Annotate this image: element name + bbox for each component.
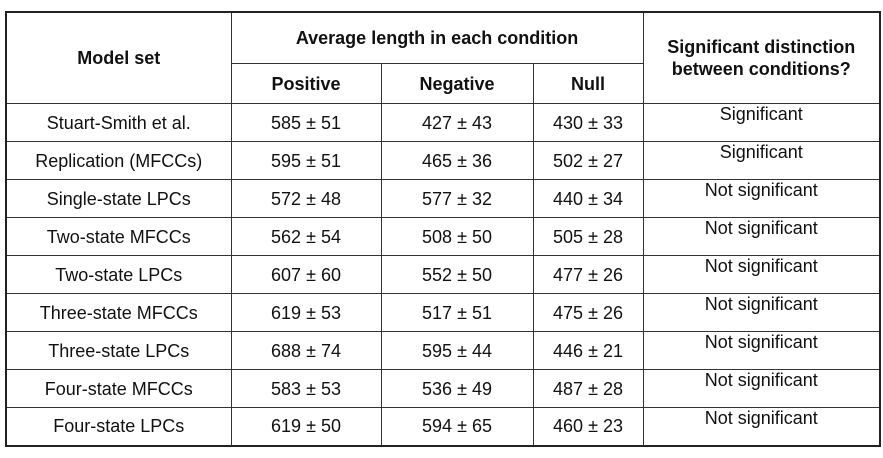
header-significance: [643, 12, 880, 104]
header-model-set: Model set: [6, 12, 231, 104]
cell-null: 460 ± 23: [533, 408, 643, 446]
cell-null: 440 ± 34: [533, 180, 643, 218]
cell-positive: 585 ± 51: [231, 104, 381, 142]
cell-model-set: Replication (MFCCs): [6, 142, 231, 180]
cell-positive: 607 ± 60: [231, 256, 381, 294]
cell-significance: Not significant: [643, 370, 880, 408]
cell-significance: Significant: [643, 104, 880, 142]
cell-significance: Not significant: [643, 218, 880, 256]
cell-null: 475 ± 26: [533, 294, 643, 332]
cell-significance: Significant: [643, 142, 880, 180]
cell-model-set: Three-state MFCCs: [6, 294, 231, 332]
cell-significance: Not significant: [643, 408, 880, 446]
results-table: [5, 11, 881, 447]
cell-null: 505 ± 28: [533, 218, 643, 256]
cell-negative: 594 ± 65: [381, 408, 533, 446]
cell-positive: 688 ± 74: [231, 332, 381, 370]
table-row: [6, 104, 880, 142]
cell-positive: 595 ± 51: [231, 142, 381, 180]
cell-negative: 595 ± 44: [381, 332, 533, 370]
cell-model-set: Single-state LPCs: [6, 180, 231, 218]
cell-model-set: Two-state LPCs: [6, 256, 231, 294]
header-positive: Positive: [231, 64, 381, 104]
cell-model-set: Three-state LPCs: [6, 332, 231, 370]
cell-model-set: Four-state MFCCs: [6, 370, 231, 408]
cell-model-set: Two-state MFCCs: [6, 218, 231, 256]
table-row: [6, 294, 880, 332]
cell-positive: 619 ± 50: [231, 408, 381, 446]
cell-significance: Not significant: [643, 256, 880, 294]
cell-positive: 619 ± 53: [231, 294, 381, 332]
cell-negative: 465 ± 36: [381, 142, 533, 180]
cell-negative: 517 ± 51: [381, 294, 533, 332]
cell-null: 446 ± 21: [533, 332, 643, 370]
header-negative: Negative: [381, 64, 533, 104]
cell-negative: 508 ± 50: [381, 218, 533, 256]
cell-significance: Not significant: [643, 294, 880, 332]
cell-null: 487 ± 28: [533, 370, 643, 408]
header-null: Null: [533, 64, 643, 104]
table-body: [6, 104, 880, 446]
cell-null: 502 ± 27: [533, 142, 643, 180]
cell-negative: 577 ± 32: [381, 180, 533, 218]
table-row: [6, 142, 880, 180]
cell-negative: 536 ± 49: [381, 370, 533, 408]
cell-positive: 572 ± 48: [231, 180, 381, 218]
table-row: [6, 180, 880, 218]
table-header: [6, 12, 880, 104]
table-row: [6, 408, 880, 446]
cell-null: 477 ± 26: [533, 256, 643, 294]
cell-model-set: Stuart-Smith et al.: [6, 104, 231, 142]
table-row: [6, 218, 880, 256]
cell-significance: Not significant: [643, 332, 880, 370]
table-row: [6, 332, 880, 370]
header-average-length: Average length in each condition: [231, 12, 643, 64]
cell-positive: 562 ± 54: [231, 218, 381, 256]
header-significance-line-1: Significant distinction: [667, 37, 856, 57]
cell-model-set: Four-state LPCs: [6, 408, 231, 446]
cell-positive: 583 ± 53: [231, 370, 381, 408]
header-significance-line-2: between conditions?: [671, 59, 851, 79]
header-row-1: [6, 12, 880, 64]
cell-negative: 427 ± 43: [381, 104, 533, 142]
cell-significance: Not significant: [643, 180, 880, 218]
table-row: [6, 370, 880, 408]
cell-null: 430 ± 33: [533, 104, 643, 142]
cell-negative: 552 ± 50: [381, 256, 533, 294]
table-row: [6, 256, 880, 294]
